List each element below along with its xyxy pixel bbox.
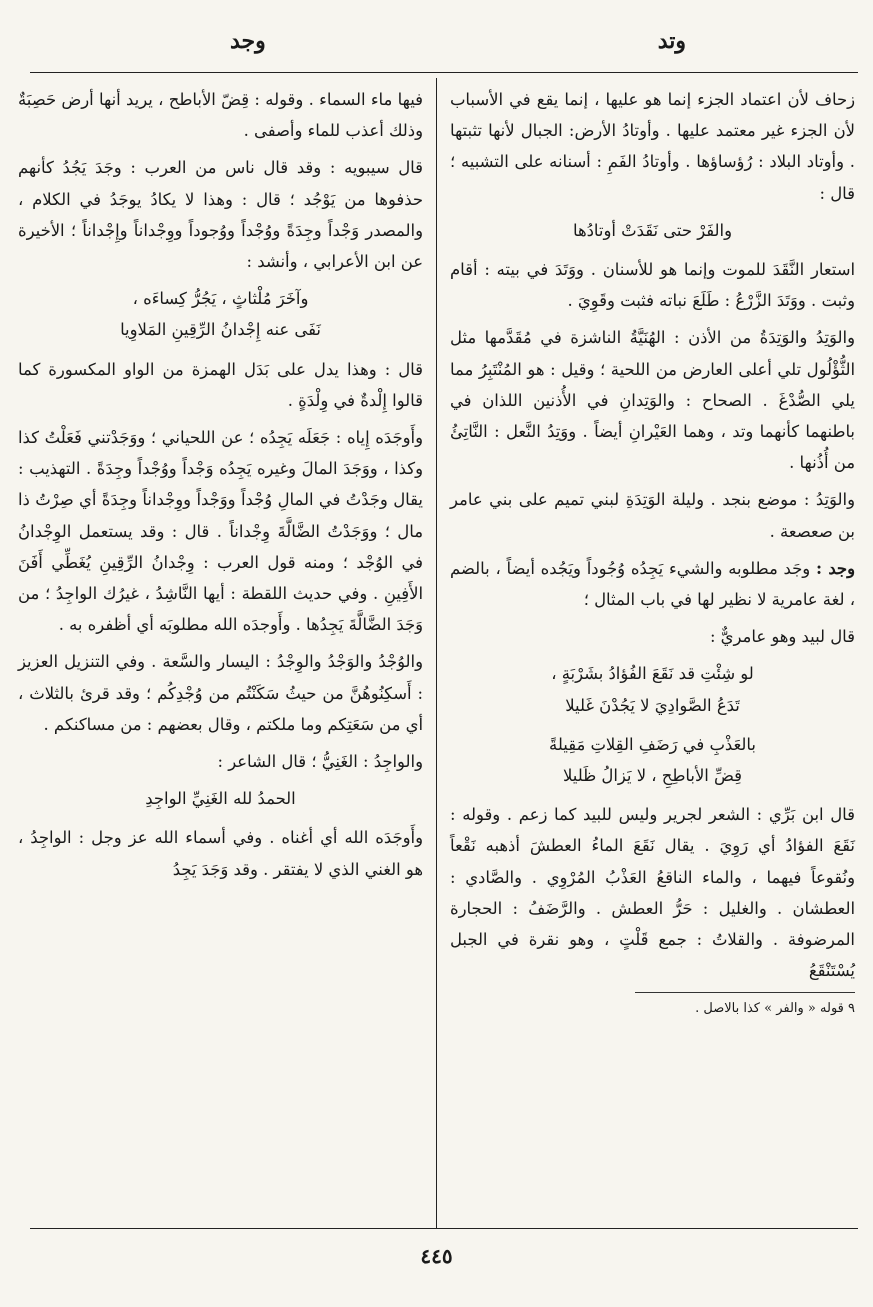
footnote: ٩ قوله « والفر » كذا بالاصل . <box>695 1001 855 1017</box>
paragraph: قال ابن بَرِّي : الشعر لجرير وليس للبيد كما زعم . وقوله : نَقَعَ الفؤادُ أي رَوِيَ . يقال نَقَعَ الماءُ العطشَ أذهبه نَقْعاً ونُقوعاً فيهما ، والماء الناقعُ العَذْبُ المُرْوِي . والصَّادي : العطشان . والغليل : حَرُّ العطش . والرَّضَفُ : الحجارة المرضوفة . والقلاتُ : جمع قَلْتٍ ، وهو نقرة في الجبل يُسْتَنْقَعُ <box>450 805 855 981</box>
verse-line: بالعَذْبِ في رَضَفِ القِلاتِ مَقِيلةً <box>549 734 756 754</box>
verse <box>18 283 423 345</box>
paragraph: قال سيبويه : وقد قال ناس من العرب : وجَدَ يَجُدُ كأنهم حذفوها من يَوْجُد ؛ قال : وهذا لا يكادُ يوجَدُ في الكلام ، والمصدر وَجْداً وجِدَةً ووُجْداً ووُجوداً ووِجْداناً وإِجْداناً ؛ الأخيرة عن ابن الأعرابي ، وأنشد : <box>18 158 423 272</box>
right-column <box>450 84 855 1021</box>
page-header <box>30 28 858 58</box>
header-keyword-left: وجد <box>230 28 266 54</box>
paragraph: زحاف لأن اعتماد الجزء إنما هو عليها ، إنما يقع في الأسباب لأن الجزء غير معتمد عليها . وأوتادُ الأرض: الجبال لأنها تثبتها . وأوتاد البلاد : رُؤساؤها . وأوتادُ الفَمِ : أسنانه على التشبيه ؛ قال : <box>450 90 855 203</box>
footnote-rule <box>635 992 855 993</box>
paragraph: استعار النَّقَدَ للموت وإنما هو للأسنان . ووَتَدَ في بيته : أقام وثبت . ووَتَدَ الزَّرْعُ : طَلَعَ نباته فثبت وقَوِيَ . <box>450 260 855 311</box>
paragraph: والوُجْدُ والوَجْدُ والوِجْدُ : اليسار والسَّعة . وفي التنزيل العزيز : أَسكِنُوهُنَّ من حيثُ سَكَنْتُم من وُجْدِكُم ؛ وقد قرئ بالثلاث ، أي من سَعَتِكم وما ملكتم ، وقال بعضهم : من مساكنكم . <box>18 652 423 734</box>
verse <box>18 783 423 814</box>
verse-line: تَدَعُ الصَّوادِيَ لا يَجُدْنَ غَليلا <box>565 695 740 715</box>
verse-line: قِضِّ الأباطِحِ ، لا يَزالُ ظَليلا <box>563 766 742 786</box>
entry-paragraph <box>450 553 855 615</box>
footer-rule <box>30 1228 858 1229</box>
paragraph: وأَوجَدَه الله أي أغناه . وفي أسماء الله عز وجل : الواجِدُ ، هو الغني الذي لا يفتقر . وقد وَجَدَ يَجِدُ <box>18 828 423 879</box>
entry-text: وجَد مطلوبه والشيء يَجِدُه وُجُوداً ويَجُده أيضاً ، بالضم ، لغة عامرية لا نظير لها في باب المثال ؛ <box>450 558 855 610</box>
paragraph: قال لبيد وهو عامريٌّ : <box>709 627 855 647</box>
page-number: ٤٤٥ <box>420 1244 453 1268</box>
paragraph: فيها ماء السماء . وقوله : قِضّ الأباطح ، يريد أنها أرض حَصِبَةٌ وذلك أعذب للماء وأصفى . <box>18 90 423 141</box>
paragraph: والوَتِدُ والوَتِدَةُ من الأذن : الهُنَيَّةُ الناشزة في مُقَدَّمها مثل الثُّؤْلُول تلي أعلى العارض من اللحية ؛ وقيل : هو المُنْتَبِرُ مما يلي الصُّدْغَ . الصحاح : والوَتِدانِ في الأُذنين اللذان في باطنهما كأنهما وتد ، وهما العَيْرانِ أيضاً . ووَتِدُ النَّعل : النَّاتِئُ من أُذُنها . <box>450 328 855 473</box>
left-column <box>18 84 423 891</box>
header-rule <box>30 72 858 73</box>
entry-headword: وجد : <box>815 558 855 578</box>
paragraph: والوَتِدُ : موضع بنجد . وليلة الوَتِدَةِ لبني تميم على بني عامر بن صعصعة . <box>450 490 855 541</box>
verse-line: الحمدُ لله الغَنِيِّ الواجِدِ <box>145 789 296 809</box>
header-keyword-right: وتد <box>657 28 686 54</box>
verse <box>450 215 855 246</box>
verse <box>450 658 855 720</box>
verse-line: لو شِئْتِ قد نَقَعَ الفُؤادُ بشَرْبَةٍ ، <box>551 664 754 684</box>
paragraph: قال : وهذا يدل على بَدَل الهمزة من الواو المكسورة كما قالوا إِلْدةٌ في وِلْدَةٍ . <box>18 359 423 410</box>
verse-line: والفَرْ حتى نَقَدَتْ أوتادُها <box>572 220 733 240</box>
verse-line: نَفَى عنه إِجْدانُ الرِّقِينِ المَلاوِيا <box>120 320 321 340</box>
verse-line: وآخَرَ مُلْثاثٍ ، يَجُرُّ كِساءَه ، <box>132 289 309 309</box>
column-divider <box>436 78 437 1228</box>
verse <box>450 729 855 791</box>
paragraph: والواجِدُ : الغَنِيُّ ؛ قال الشاعر : <box>217 752 423 772</box>
paragraph: وأَوجَدَه إِياه : جَعَلَه يَجِدُه ؛ عن اللحياني ؛ ووَجَدْتني فَعَلْتُ كذا وكذا ، ووَجَدَ المالَ وغيره يَجِدُه وَجْداً ووُجْداً وجِدَةً . التهذيب : يقال وجَدْتُ في المالِ وُجْداً ووَجْداً ووِجْداناً وجِدَةً أي صِرْتُ ذا مال ؛ ووَجَدْتُ الضَّالَّةَ وِجْداناً . قال : وقد يستعمل الوِجْدانُ في الوُجْد ؛ ومنه قول العرب : وِجْدانُ الرِّقِينِ يُغَطِّي أَفَنَ الأَفِينِ . وفي حديث اللقطة : أيها النَّاشِدُ ، غيرُك الواجِدُ ؛ من وَجَدَ الضَّالَّةَ يَجِدُها . وأَوجدَه الله مطلوبَه أي أظفره به . <box>18 428 423 635</box>
